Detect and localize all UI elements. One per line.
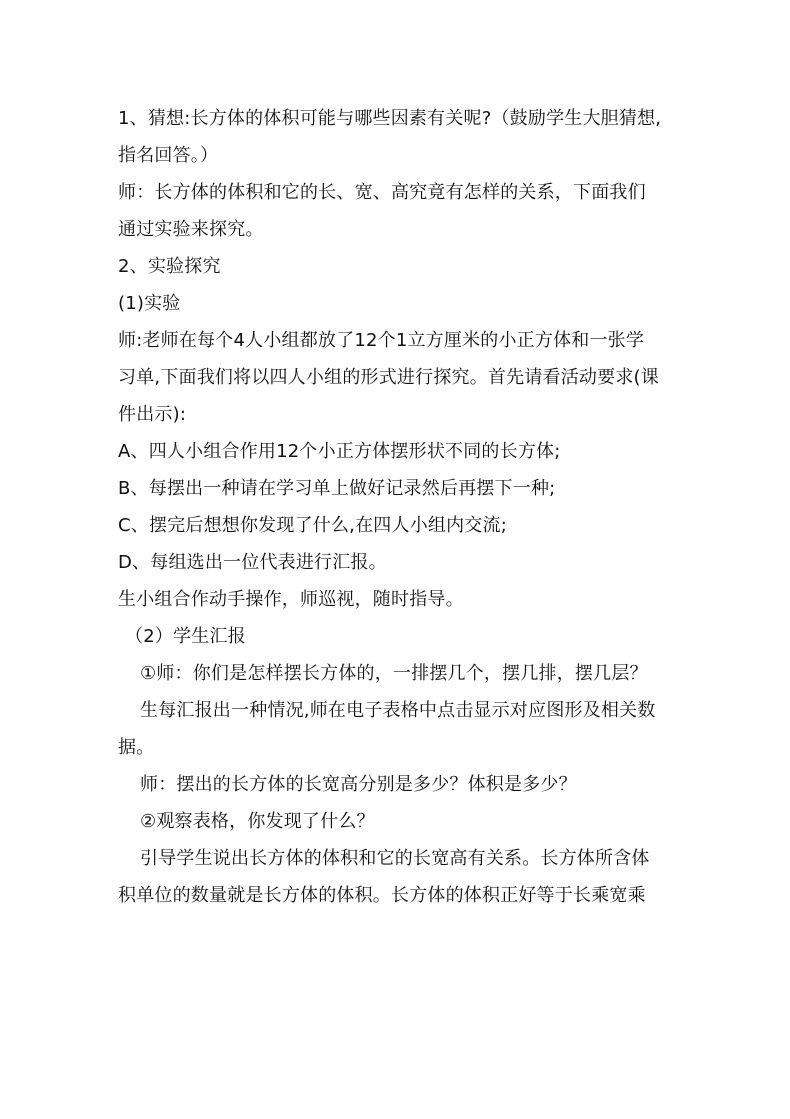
text-line: 习单,下面我们将以四人小组的形式进行探究。首先请看活动要求(课: [118, 367, 659, 388]
subsection-heading: （2）学生汇报: [125, 626, 246, 647]
document-body: [118, 100, 678, 914]
list-item: B、每摆出一种请在学习单上做好记录然后再摆下一种;: [118, 478, 556, 499]
list-item: C、摆完后想想你发现了什么,在四人小组内交流;: [118, 515, 507, 536]
text-line: 通过实验来探究。: [118, 219, 264, 240]
text-line: 师:老师在每个4人小组都放了12个1立方厘米的小正方体和一张学: [118, 330, 645, 351]
text-line: 据。: [118, 737, 155, 758]
text-line: 生每汇报出一种情况,师在电子表格中点击显示对应图形及相关数: [140, 700, 656, 721]
text-line: 积单位的数量就是长方体的体积。长方体的体积正好等于长乘宽乘: [118, 885, 646, 906]
subsection-heading: (1)实验: [118, 293, 181, 314]
list-item: D、每组选出一位代表进行汇报。: [118, 552, 387, 573]
text-line: 师：长方体的体积和它的长、宽、高究竟有怎样的关系，下面我们: [118, 182, 646, 203]
text-line: 件出示):: [118, 404, 187, 425]
text-line: 引导学生说出长方体的体积和它的长宽高有关系。长方体所含体: [140, 848, 650, 869]
section-heading: 2、实验探究: [118, 256, 221, 277]
text-line: 生小组合作动手操作，师巡视，随时指导。: [118, 589, 464, 610]
text-line: 指名回答。）: [118, 145, 219, 166]
text-line: 1、猜想:长方体的体积可能与哪些因素有关呢?（鼓励学生大胆猜想,: [118, 108, 662, 129]
text-line: 师：摆出的长方体的长宽高分别是多少？体积是多少？: [140, 774, 577, 795]
text-line: ②观察表格，你发现了什么？: [140, 811, 375, 832]
text-line: ①师：你们是怎样摆长方体的，一排摆几个，摆几排，摆几层？: [140, 663, 648, 684]
list-item: A、四人小组合作用12个小正方体摆形状不同的长方体;: [118, 441, 561, 462]
